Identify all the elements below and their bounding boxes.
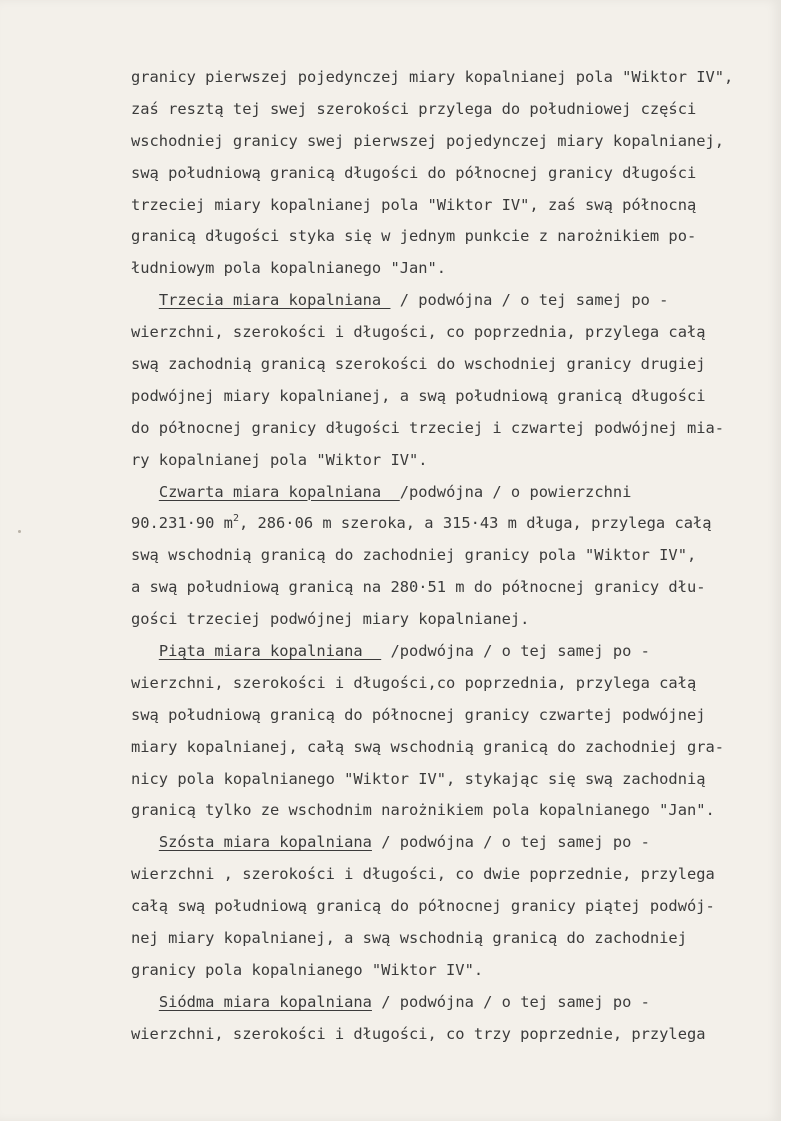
typewritten-text	[131, 62, 761, 1051]
text-line-20: wierzchni, szerokości i długości,co poprzednia, przylega całą	[131, 673, 697, 692]
text-line-23: nicy pola kopalnianego "Wiktor IV", stykając się swą zachodnią	[131, 769, 706, 788]
text-line-28: nej miary kopalnianej, a swą wschodnią granicą do zachodniej	[131, 929, 687, 948]
page-right-margin	[781, 0, 791, 1121]
section-heading-trzecia: Trzecia miara kopalniana	[158, 291, 391, 310]
text-line-3: wschodniej granicy swej pierwszej pojedynczej miary kopalnianej,	[131, 131, 725, 150]
text-line-11: podwójnej miary kopalnianej, a swą południową granicą długości	[131, 386, 706, 405]
section-heading-czwarta: Czwarta miara kopalniana	[158, 482, 400, 501]
text-line-4: swą południową granicą długości do północnej granicy długości	[131, 163, 697, 182]
text-line-29: granicy pola kopalnianego "Wiktor IV".	[131, 960, 484, 979]
text-line-26: wierzchni , szerokości i długości, co dwie poprzednie, przylega	[131, 865, 715, 884]
section-heading-line-szosta: Szósta miara kopalniana / podwójna / o tej samej po -	[158, 833, 650, 852]
text-line-2: zaś resztą tej swej szerokości przylega do południowej części	[131, 99, 697, 118]
text-line-5: trzeciej miary kopalnianej pola "Wiktor IV", zaś swą północną	[131, 195, 697, 214]
text-line-13: ry kopalnianej pola "Wiktor IV".	[131, 450, 428, 469]
text-line-17: a swą południową granicą na 280·51 m do północnej granicy dłu-	[131, 578, 706, 597]
text-line-22: miary kopalnianej, całą swą wschodnią granicą do zachodniej gra-	[131, 737, 725, 756]
text-line-31: wierzchni, szerokości i długości, co trzy poprzednie, przylega	[131, 1024, 706, 1043]
paper-speck	[18, 530, 21, 533]
section-heading-siodma: Siódma miara kopalniana	[158, 992, 372, 1011]
text-line-16: swą wschodnią granicą do zachodniej granicy pola "Wiktor IV",	[131, 546, 697, 565]
section-heading-line-piata: Piąta miara kopalniana /podwójna / o tej samej po -	[158, 642, 650, 661]
text-line-9: wierzchni, szerokości i długości, co poprzednia, przylega całą	[131, 323, 706, 342]
text-line-27: całą swą południową granicą do północnej granicy piątej podwój-	[131, 897, 715, 916]
section-heading-line-siodma: Siódma miara kopalniana / podwójna / o tej samej po -	[158, 992, 650, 1011]
section-heading-line-czwarta: Czwarta miara kopalniana /podwójna / o powierzchni	[158, 482, 632, 501]
text-line-24: granicą tylko ze wschodnim narożnikiem pola kopalnianego "Jan".	[131, 801, 715, 820]
text-line-7: łudniowym pola kopalnianego "Jan".	[131, 259, 447, 278]
section-heading-piata: Piąta miara kopalniana	[158, 642, 382, 661]
section-heading-line-trzecia: Trzecia miara kopalniana / podwójna / o tej samej po -	[158, 291, 669, 310]
superscript-2: 2	[232, 513, 239, 525]
text-line-6: granicą długości styka się w jednym punkcie z narożnikiem po-	[131, 227, 697, 246]
text-line-1: granicy pierwszej pojedynczej miary kopalnianej pola "Wiktor IV",	[131, 68, 734, 86]
text-line-10: swą zachodnią granicą szerokości do wschodniej granicy drugiej	[131, 355, 706, 374]
text-line-18: gości trzeciej podwójnej miary kopalnianej.	[131, 610, 530, 629]
section-heading-szosta: Szósta miara kopalniana	[158, 833, 372, 852]
text-line-21: swą południową granicą do północnej granicy czwartej podwójnej	[131, 705, 706, 724]
text-line-12: do północnej granicy długości trzeciej i czwartej podwójnej mia-	[131, 418, 725, 437]
text-line-15: 90.231·90 $m^2$, 286·06 m szeroka, a 315·43 m długa, przylega całą	[131, 513, 712, 533]
